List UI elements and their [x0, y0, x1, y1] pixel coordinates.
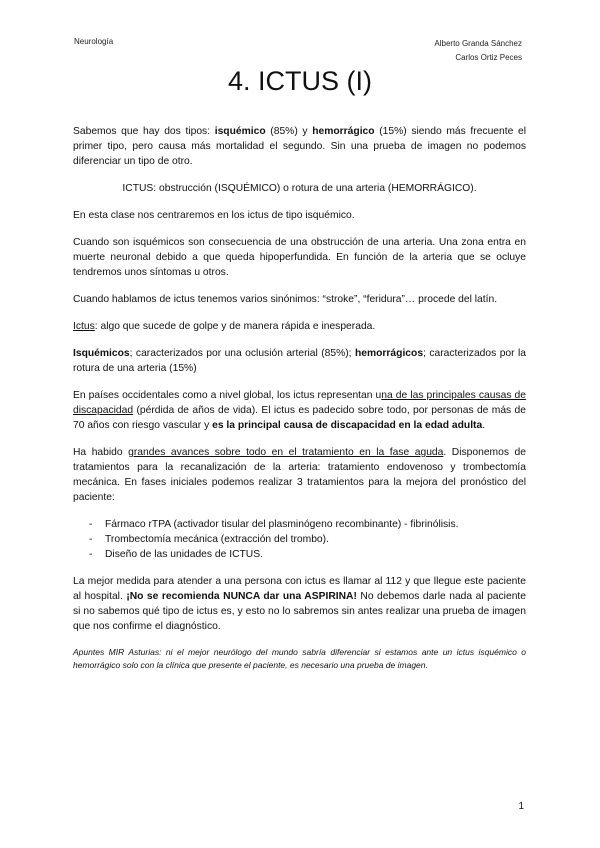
list-item: - Fármaco rTPA (activador tisular del plasminógeno recombinante) - fibrinólisis.	[105, 517, 526, 532]
header-authors	[434, 37, 522, 65]
paragraph-ictus-def: Ictus: algo que sucede de golpe y de manera rápida e inesperada.	[73, 321, 376, 332]
treatment-list	[73, 517, 526, 562]
paragraph-treatment: Ha habido grandes avances sobre todo en el tratamiento en la fase aguda. Disponemos de tratamientos para la recanalización de la arteria: tratamiento endovenoso y trombectomía mecánica. En fases iniciales podemos realizar 3 tratamientos para la mejora del pronóstico del paciente:	[73, 447, 526, 503]
paragraph-synonyms: Cuando hablamos de ictus tenemos varios sinónimos: “stroke”, “feridura”… procede del latín.	[73, 294, 498, 305]
paragraph-definition: ICTUS: obstrucción (ISQUÉMICO) o rotura de una arteria (HEMORRÁGICO).	[122, 183, 477, 194]
header-author-1: Alberto Granda Sánchez	[434, 39, 522, 48]
header-subject: Neurología	[74, 37, 114, 46]
paragraph-focus: En esta clase nos centraremos en los ictus de tipo isquémico.	[73, 210, 355, 221]
paragraph-types: Sabemos que hay dos tipos: isquémico (85%) y hemorrágico (15%) siendo más frecuente el primer tipo, pero causa más mortalidad el segundo. Sin una prueba de imagen no podemos diferenciar un tipo de otro.	[73, 126, 526, 167]
term-isquemico: isquémico	[214, 126, 266, 137]
paragraph-emergency: La mejor medida para atender a una persona con ictus es llamar al 112 y que llegue este paciente al hospital. ¡No se recomienda NUNCA dar una ASPIRINA! No debemos darle nada al paciente si no sabemos qué tipo de ictus es, y esto no lo sabremos sin antes realizar una prueba de imagen que nos confirme el diagnóstico.	[73, 576, 527, 632]
list-item: - Diseño de las unidades de ICTUS.	[105, 547, 526, 562]
paragraph-ischemic: Cuando son isquémicos son consecuencia de una obstrucción de una arteria. Una zona entra en muerte neuronal debido a que queda hipoperfundida. En función de la arteria que se ocluye tendremos unos síntomas u otros.	[73, 237, 526, 278]
page-number: 1	[518, 801, 524, 812]
document-body	[73, 124, 526, 684]
paragraph-classification: Isquémicos; caracterizados por una oclusión arterial (85%); hemorrágicos; caracterizados por la rotura de una arteria (15%)	[73, 348, 526, 374]
paragraph-epidemiology: En países occidentales como a nivel global, los ictus representan una de las principales causas de discapacidad (pérdida de años de vida). El ictus es padecido sobre todo, por personas de más de 70 años con riesgo vascular y es la principal causa de discapacidad en la edad adulta.	[73, 390, 526, 431]
study-note: Apuntes MIR Asturias: ni el mejor neurólogo del mundo sabría diferenciar si estamos ante un ictus isquémico o hemorrágico solo con la clínica que presente el paciente, es necesario una prueba de imagen.	[73, 647, 526, 670]
header-author-2: Carlos Ortiz Peces	[455, 53, 522, 62]
list-item: - Trombectomía mecánica (extracción del trombo).	[105, 532, 526, 547]
page-title: 4. ICTUS (I)	[227, 66, 372, 96]
term-hemorragico: hemorrágico	[312, 126, 375, 137]
aspirin-warning: ¡No se recomienda NUNCA dar una ASPIRINA!	[126, 591, 357, 602]
term-ictus: Ictus	[73, 321, 95, 332]
